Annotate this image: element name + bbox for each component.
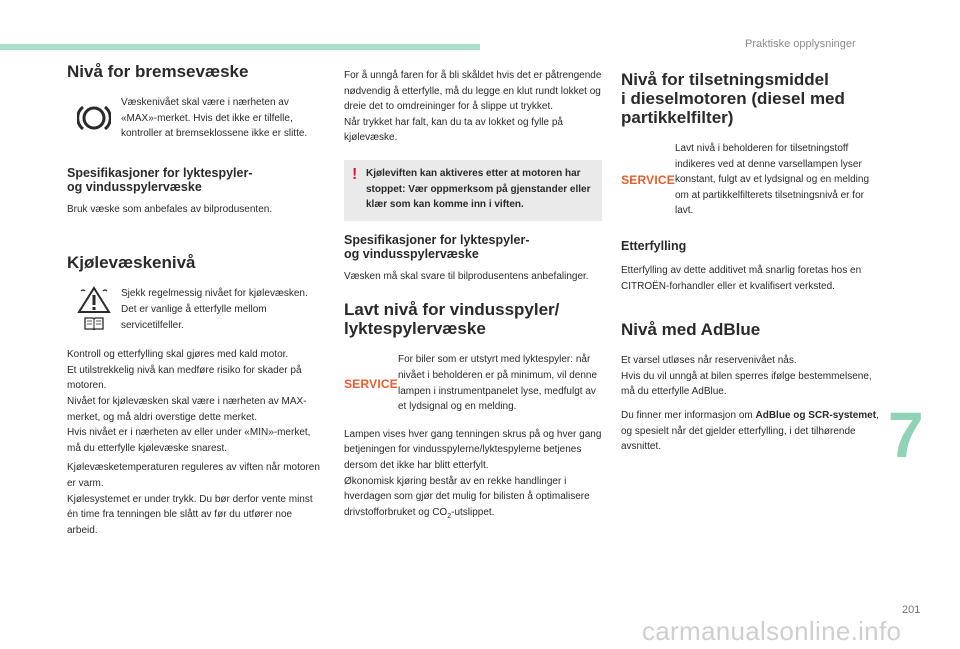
washer-spec-title-2-line2: og vindusspylervæske (344, 246, 479, 261)
coolant-paragraph-1: Kontroll og etterfylling skal gjøres med kald motor. Et utilstrekkelig nivå kan medføre risiko for skader på motoren. Nivået for kjølevæsken skal være i nærheten av MAX-merket, og må aldri overstige dette merket. Hvis nivået er i nærheten av eller under «MIN»-merket, må du etterfylle kjølevæske snarest. (67, 349, 311, 454)
adblue-paragraph-2 (621, 408, 883, 455)
washer-spec-title-2 (344, 233, 602, 261)
adblue-paragraph-2-end: , og spesielt når det gjelder etterfylling, i det tilhørende avsnittet. (621, 409, 879, 453)
coolant-warning-icon (77, 286, 111, 314)
washer-spec-text-2: Væsken må skal svare til bilprodusentens anbefalinger. (344, 270, 589, 282)
header-accent-bar (0, 44, 480, 50)
fan-warning-text: Kjøleviften kan aktiveres etter at motoren har stoppet: Vær oppmerksom på gjenstander eller klær som kan komme inn i viften. (366, 167, 591, 211)
washer-spec-title-line2: og vindusspylervæske (67, 179, 202, 194)
adblue-scr-link-text: AdBlue og SCR-systemet (755, 409, 877, 421)
low-washer-title-line2: lyktespylervæske (344, 319, 486, 339)
low-washer-icon-text: For biler som er utstyrt med lyktespyler: når nivået i beholderen er på minimum, vil denne lampen i instrumentpanelet lyse, medfulgt av et lydsignal og en melding. (398, 354, 597, 413)
diesel-additive-title-line1: Nivå for tilsetningsmiddel (621, 70, 829, 89)
low-washer-title-line1: Lavt nivå for vindusspyler/ (344, 300, 560, 320)
low-washer-paragraph-tail: -utslippet. (451, 506, 495, 518)
coolant-icon-text: Sjekk regelmessig nivået for kjølevæsken. Det er vanlige å etterfylle mellom servicetilfeller. (121, 288, 308, 331)
page-number: 201 (902, 604, 921, 616)
scald-intro-text: For å unngå faren for å bli skåldet hvis det er påtrengende nødvendig å etterfylle, må du legge en klut rundt lokket og dreie det to omdreininger for å slippe ut trykket. Når trykket har falt, kan du ta av lokket og fylle på kjølevæske. (344, 70, 602, 144)
diesel-additive-block (621, 141, 883, 219)
washer-spec-title (67, 166, 325, 194)
fan-warning-box (344, 160, 602, 221)
adblue-paragraph-2-start: Du finner mer informasjon om (621, 409, 756, 421)
coolant-block (67, 286, 325, 333)
brake-fluid-title: Nivå for bremsevæske (67, 62, 249, 81)
column-right (621, 70, 883, 455)
co2-subscript: 2 (447, 512, 452, 520)
service-icon (621, 141, 675, 219)
diesel-additive-title (621, 70, 883, 127)
low-washer-title (344, 300, 602, 338)
adblue-title: Nivå med AdBlue (621, 320, 761, 340)
refill-text: Etterfylling av dette additivet må snarlig foretas hos en CITROËN-forhandler eller et kvalifisert verksted. (621, 264, 862, 292)
warning-exclamation-icon: ! (352, 165, 358, 183)
column-middle (344, 68, 602, 524)
watermark-text: carmanualsonline.info (642, 616, 902, 646)
diesel-additive-title-line2: i dieselmotoren (diesel med (621, 89, 845, 108)
low-washer-paragraph-main: Lampen vises hver gang tenningen skrus på og hver gang betjeningen for vindusspylerne/lyktespylerne betjenes dersom det ikke har blitt etterfylt. Økonomisk kjøring består av en rekke handlinger i hverdagen som gjør det mulig for bilisten å optimalisere drivstofforbruket og CO (344, 428, 602, 518)
manual-book-icon (84, 316, 104, 330)
column-left (67, 62, 325, 538)
coolant-paragraph-2: Kjølevæsketemperaturen reguleres av viften når motoren er varm. Kjølesystemet er under trykk. Du bør derfor vente minst én time fra tenningen ble slått av før du utfører noe arbeid. (67, 462, 320, 536)
low-washer-block (344, 352, 602, 414)
coolant-icons (67, 286, 121, 333)
refill-title: Etterfylling (621, 238, 687, 253)
service-icon-label: SERVICE (344, 376, 398, 391)
brake-fluid-text: Væskenivået skal være i nærheten av «MAX»-merket. Hvis det ikke er tilfelle, kontroller at bremseklossene ikke er slitte. (121, 97, 308, 140)
washer-spec-text: Bruk væske som anbefales av bilprodusenten. (67, 203, 273, 215)
diesel-additive-icon-text: Lavt nivå i beholderen for tilsetningstoff indikeres ved at denne varsellampen lyser konstant, fulgt av et lydsignal og en melding om at partikkelfilterets tilsetningsnivå er for lavt. (675, 143, 870, 217)
coolant-title: Kjølevæskenivå (67, 253, 196, 273)
diesel-additive-title-line3: partikkelfilter) (621, 108, 734, 127)
service-icon-label: SERVICE (621, 172, 675, 187)
section-header: Praktiske opplysninger (745, 38, 856, 50)
washer-spec-title-line1: Spesifikasjoner for lyktespyler- (67, 165, 253, 180)
chapter-number: 7 (888, 399, 924, 471)
brake-warning-icon (67, 95, 121, 142)
adblue-paragraph-1: Et varsel utløses når reservenivået nås. Hvis du vil unngå at bilen sperres ifølge bestemmelsene, må du etterfylle AdBlue. (621, 355, 872, 398)
service-icon (344, 352, 398, 414)
brake-fluid-block (67, 95, 325, 142)
low-washer-paragraph (344, 427, 602, 525)
washer-spec-title-2-line1: Spesifikasjoner for lyktespyler- (344, 232, 530, 247)
